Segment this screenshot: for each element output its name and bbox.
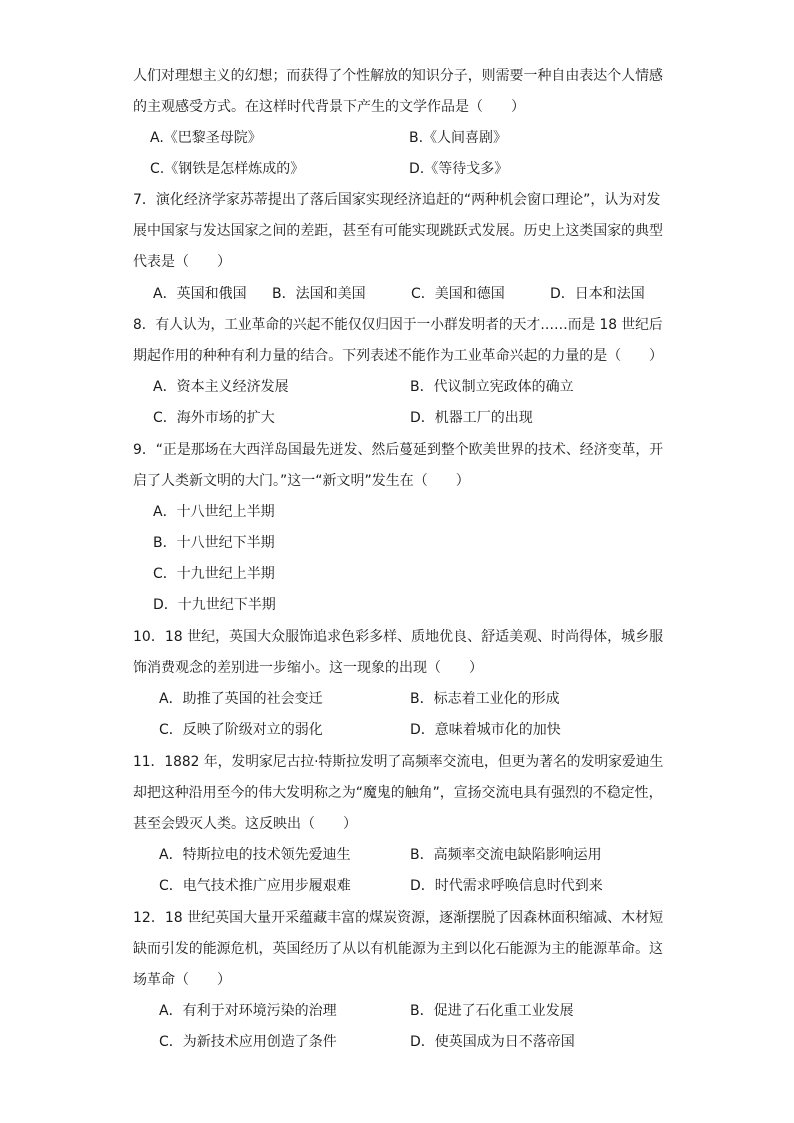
q10-option-d: D．意味着城市化的加快 [410,722,561,738]
q8-option-d: D．机器工厂的出现 [410,410,533,426]
q8-stem-line-2: 期起作用的种种有利力量的结合。下列表述不能作为工业革命兴起的力量的是（ ） [133,348,663,364]
q10-option-c: C．反映了阶级对立的弱化 [159,722,323,738]
q9-option-b: B．十八世纪下半期 [153,535,275,551]
q12-stem-line-3: 场革命（ ） [133,972,231,988]
q11-option-c: C．电气技术推广应用步履艰难 [159,878,351,894]
q6-stem-line-1: 人们对理想主义的幻想；而获得了个性解放的知识分子，则需要一种自由表达个人情感 [133,68,663,84]
q11-stem-line-1: 11．1882 年，发明家尼古拉·特斯拉发明了高频率交流电，但更为著名的发明家爱迪生 [133,754,664,770]
q7-option-b: B．法国和美国 [272,286,366,302]
q12-option-d: D．使英国成为日不落帝国 [410,1034,575,1050]
q10-stem-line-1: 10．18 世纪，英国大众服饰追求色彩多样、质地优良、舒适美观、时尚得体，城乡服 [133,629,664,645]
q12-option-b: B．促进了石化重工业发展 [410,1003,574,1019]
q12-option-a: A．有利于对环境污染的治理 [159,1003,337,1019]
q11-option-a: A．特斯拉电的技术领先爱迪生 [159,847,351,863]
q11-stem-line-3: 甚至会毁灭人类。这反映出（ ） [133,816,357,832]
q6-stem-line-2: 的主观感受方式。在这样时代背景下产生的文学作品是（ ） [133,99,525,115]
q11-option-b: B．高频率交流电缺陷影响运用 [410,847,602,863]
q10-option-b: B．标志着工业化的形成 [410,691,560,707]
q6-option-d: D.《等待戈多》 [409,161,509,177]
q8-option-b: B．代议制立宪政体的确立 [410,379,574,395]
q7-stem-line-1: 7．演化经济学家苏蒂提出了落后国家实现经济追赶的“两种机会窗口理论”，认为对发 [133,192,661,208]
q9-option-d: D．十九世纪下半期 [153,597,276,613]
q9-stem-line-1: 9．“正是那场在大西洋岛国最先迸发、然后蔓延到整个欧美世界的技术、经济变革，开 [133,442,664,458]
q9-stem-line-2: 启了人类新文明的大门。”这一“新文明”发生在（ ） [133,473,470,489]
q7-option-d: D．日本和法国 [550,286,645,302]
q6-option-c: C.《钢铁是怎样炼成的》 [150,161,305,177]
q9-option-a: A．十八世纪上半期 [153,504,275,520]
q12-stem-line-1: 12．18 世纪英国大量开采蕴藏丰富的煤炭资源，逐渐摆脱了因森林面积缩减、木材短 [133,910,664,926]
q7-stem-line-3: 代表是（ ） [133,254,231,270]
q12-stem-line-2: 缺而引发的能源危机，英国经历了从以有机能源为主到以化石能源为主的能源革命。这 [133,941,663,957]
q8-stem-line-1: 8．有人认为，工业革命的兴起不能仅仅归因于一小群发明者的天才……而是 18 世纪后 [133,317,663,333]
q8-option-a: A．资本主义经济发展 [153,379,289,395]
q12-option-c: C．为新技术应用创造了条件 [159,1034,337,1050]
q6-option-b: B.《人间喜剧》 [409,130,508,146]
q6-option-a: A.《巴黎圣母院》 [150,130,262,146]
q8-option-c: C．海外市场的扩大 [153,410,275,426]
q7-option-a: A．英国和俄国 [153,286,247,302]
q11-stem-line-2: 却把这种沿用至今的伟大发明称之为“魔鬼的触角”，宣扬交流电具有强烈的不稳定性， [133,785,663,801]
q10-stem-line-2: 饰消费观念的差别进一步缩小。这一现象的出现（ ） [133,660,483,676]
q9-option-c: C．十九世纪上半期 [153,566,275,582]
q10-option-a: A．助推了英国的社会变迁 [159,691,323,707]
q7-option-c: C．美国和德国 [411,286,505,302]
q11-option-d: D．时代需求呼唤信息时代到来 [410,878,603,894]
q7-stem-line-2: 展中国家与发达国家之间的差距，甚至有可能实现跳跃式发展。历史上这类国家的典型 [133,223,663,239]
